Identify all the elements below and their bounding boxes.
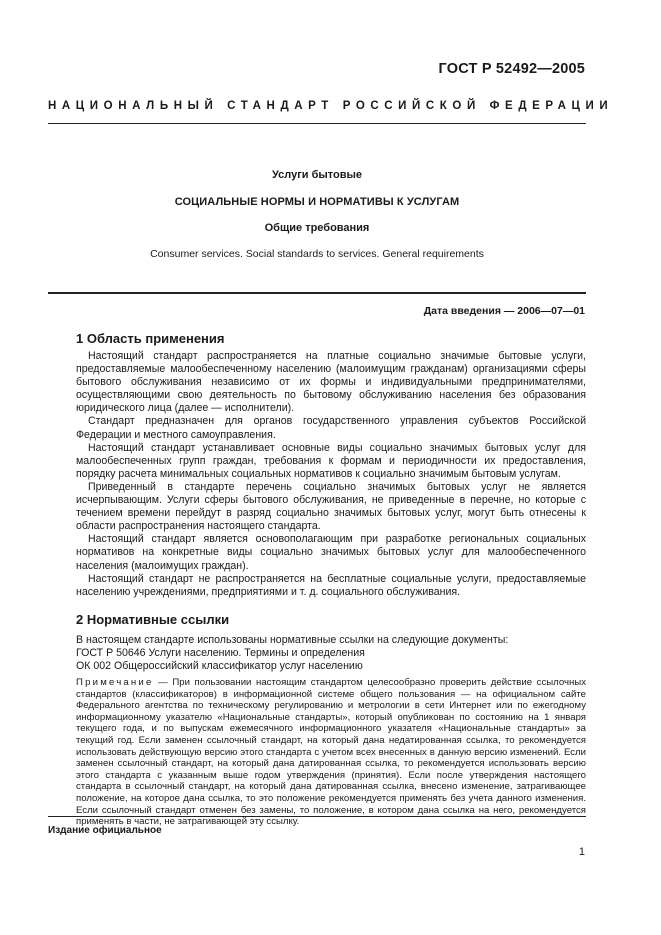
references-intro: В настоящем стандарте использованы нормативные ссылки на следующие документы: bbox=[76, 634, 509, 646]
section-1-paragraph: Стандарт предназначен для органов государственного управления субъектов Российской Федерации и местного самоуправления. bbox=[76, 415, 586, 441]
title-line-1: Услуги бытовые bbox=[271, 169, 363, 181]
introduction-date: Дата введения — 2006—07—01 bbox=[423, 305, 585, 317]
section-1-paragraph: Настоящий стандарт является основополагающим при разработке региональных социальных нормативов на конкретные виды социально значимых бытовых услуг для малообеспеченного населения (малоимущих граждан). bbox=[76, 533, 586, 572]
section-2-heading: 2 Нормативные ссылки bbox=[76, 612, 230, 627]
section-1-paragraph: Настоящий стандарт не распространяется на бесплатные социальные услуги, предоставляемые населению учреждениями, предприятиями и т. д. социального обслуживания. bbox=[76, 572, 586, 598]
title-line-3: Общие требования bbox=[264, 222, 370, 234]
note-text: — При пользовании настоящим стандартом целесообразно проверить действие ссылочных стандартов (классификаторов) в информационной системе общего пользования — на официальном сайте Федерального агентства по техническому регулированию и метрологии в сети Интернет или по ежегодному информационному указателю «Национальные стандарты», который опубликован по состоянию на 1 января текущего года, и по выпускам ежемесячного информационного указателя «Национальные стандарты» за текущий год. Если заменен ссылочный стандарт, на который дана недатированная ссылка, то рекомендуется использовать действующую версию этого стандарта с учетом всех внесенных в данную версию изменений. Если заменен ссылочный стандарт, на который дана датированная ссылка, то рекомендуется использовать версию этого стандарта с указанным выше годом утверждения (принятия). Если после утверждения настоящего стандарта в ссылочный стандарт, на который дана датированная ссылка, внесено изменение, затрагивающее положение, на которое дана ссылка, то это положение рекомендуется применять без учета данного изменения. Если ссылочный стандарт отменен без замены, то положение, в котором дана ссылка на него, рекомендуется применять в части, не затрагивающей эту ссылку. bbox=[76, 677, 586, 828]
title-line-2: СОЦИАЛЬНЫЕ НОРМЫ И НОРМАТИВЫ К УСЛУГАМ bbox=[174, 196, 460, 208]
title-divider bbox=[48, 292, 586, 294]
note-label: Примечание bbox=[76, 677, 154, 688]
top-divider bbox=[48, 123, 586, 124]
section-1-heading: 1 Область применения bbox=[76, 331, 225, 346]
section-1-paragraph: Приведенный в стандарте перечень социально значимых бытовых услуг не является исчерпывающим. Услуги сферы бытового обслуживания, не приведенные в перечне, но которые с течением времени перейдут в разряд социально значимых бытовых услуг, могут быть отнесены к области распространения настоящего стандарта. bbox=[76, 480, 586, 533]
reference-item: ГОСТ Р 50646 Услуги населению. Термины и определения bbox=[76, 647, 365, 660]
national-standard-title: НАЦИОНАЛЬНЫЙ СТАНДАРТ РОССИЙСКОЙ ФЕДЕРАЦИИ bbox=[48, 100, 614, 112]
document-code: ГОСТ Р 52492—2005 bbox=[438, 61, 585, 77]
section-1-body bbox=[76, 350, 586, 599]
page-number: 1 bbox=[578, 846, 585, 858]
section-1-paragraph: Настоящий стандарт распространяется на платные социально значимые бытовые услуги, предоставляемые малообеспеченному населению (малоимущим гражданам) организациями сферы бытового обслуживания независимо от их формы и индивидуальными предпринимателями, осуществляющими свою деятельность по бытовому обслуживанию населения без образования юридического лица (далее — исполнители). bbox=[76, 350, 586, 415]
section-2-body bbox=[76, 634, 586, 673]
official-edition-label: Издание официальное bbox=[48, 825, 162, 836]
bottom-divider bbox=[48, 816, 586, 817]
reference-item: ОК 002 Общероссийский классификатор услуг населению bbox=[76, 660, 363, 673]
section-1-paragraph: Настоящий стандарт устанавливает основные виды социально значимых бытовых услуг для малообеспеченных групп граждан, требования к формам и периодичности их предоставления, порядку расчета минимальных социальных нормативов к социально значимым бытовым услугам. bbox=[76, 441, 586, 480]
english-title: Consumer services. Social standards to services. General requirements bbox=[150, 248, 484, 260]
note-block bbox=[76, 677, 586, 828]
